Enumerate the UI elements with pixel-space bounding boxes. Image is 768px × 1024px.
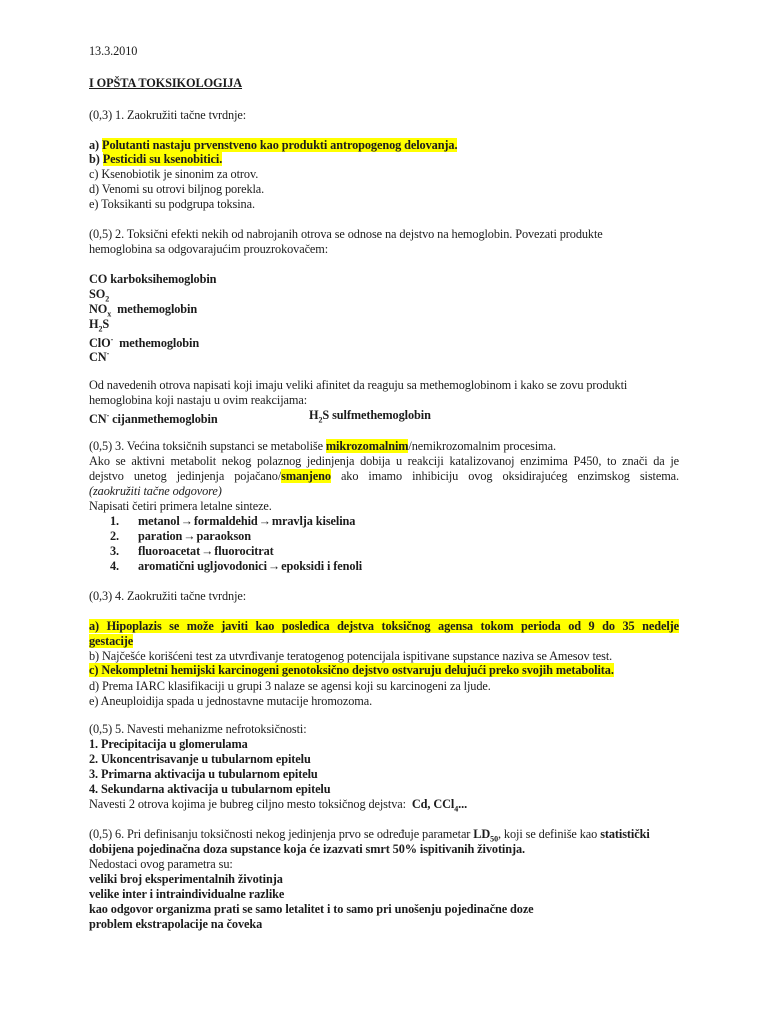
q3-list-product: formaldehid <box>193 514 258 528</box>
q6-line1-start: (0,5) 6. Pri definisanju toksičnosti nekog jedinjenja prvo se određuje parametar <box>89 827 474 841</box>
arrow-icon: → <box>180 514 193 528</box>
q6-line3: Nedostaci ovog parametra su: <box>89 857 233 871</box>
q4-option-a-line2 <box>89 634 133 649</box>
q6-ld-sub: 50 <box>490 834 498 844</box>
q6-drawback-4: problem ekstrapolacije na čoveka <box>89 917 263 931</box>
q3-list-reactant: aromatični ugljovodonici <box>138 559 267 573</box>
section-title: I OPŠTA TOKSIKOLOGIJA <box>89 76 243 90</box>
q6-drawback-1: veliki broj eksperimentalnih životinja <box>89 872 283 886</box>
q1-heading: (0,3) 1. Zaokružiti tačne tvrdnje: <box>89 108 247 122</box>
q2-answer-cn-text: CN <box>89 412 107 427</box>
q4-option-c-text: c) Nekompletni hemijski karcinogeni genotoksično dejstvo ostvaruju delujući preko svojih metabolita. <box>89 663 614 677</box>
q1-option-b-prefix: b) <box>89 152 103 166</box>
q2-nox-product: methemoglobin <box>111 302 198 316</box>
q1-option-b <box>89 152 222 167</box>
arrow-icon: → <box>258 514 271 528</box>
q3-line2: Ako se aktivni metabolit nekog polaznog jedinjenja dobija u reakciji katalizovanoj enzimima P450, to znači da je <box>89 454 679 468</box>
q2-heading-line1: (0,5) 2. Toksični efekti nekih od nabrojanih otrova se odnose na dejstvo na hemoglobin. Povezati produkte <box>89 227 603 241</box>
q1-option-b-text: Pesticidi su ksenobitici. <box>102 152 223 166</box>
q1-option-d: d) Venomi su otrovi biljnog porekla. <box>89 182 265 196</box>
q3-list-number: 2. <box>110 529 120 543</box>
q3-list-product: fluorocitrat <box>214 544 274 558</box>
q4-option-c <box>89 663 614 678</box>
q5-heading: (0,5) 5. Navesti mehanizme nefrotoksičnosti: <box>89 722 307 736</box>
q1-option-a-text: Polutanti nastaju prvenstveno kao produkti antropogenog delovanja. <box>102 138 458 152</box>
q3-list-item <box>110 544 274 559</box>
q2-answer-cn-sup: - <box>106 411 110 420</box>
q3-line3 <box>89 469 679 484</box>
q2-heading-line2: hemoglobina sa odgovarajućim prouzrokovačem: <box>89 242 329 256</box>
q4-option-e: e) Aneuploidija spada u jednostavne mutacije hromozoma. <box>89 694 373 708</box>
q4-heading: (0,3) 4. Zaokružiti tačne tvrdnje: <box>89 589 247 603</box>
q3-answer-smanjeno: smanjeno <box>281 469 331 483</box>
q2-co: CO karboksihemoglobin <box>89 272 217 286</box>
q3-list-reactant: metanol <box>138 514 180 528</box>
q2-answer-h2s-product: S sulfmethemoglobin <box>322 408 431 422</box>
q3-line1-end: /nemikrozomalnim procesima. <box>408 439 556 453</box>
q1-option-e: e) Toksikanti su podgrupa toksina. <box>89 197 255 211</box>
arrow-icon: → <box>183 529 196 543</box>
q6-line1-middle: , koji se definiše kao <box>497 827 601 841</box>
q3-list-item <box>110 529 251 544</box>
q2-so2-text: SO <box>89 287 106 301</box>
q3-list-number: 4. <box>110 559 120 573</box>
q3-list-item <box>110 559 362 574</box>
q3-list-number: 3. <box>110 544 120 558</box>
q3-line3-start: dejstvo unetog jedinjenja pojačano/ <box>89 469 282 483</box>
q2-clo-sup: - <box>110 335 114 344</box>
q2-answer-cn-product: cijanmethemoglobin <box>109 412 218 427</box>
q2-nox-sub: x <box>107 309 112 319</box>
q4-option-b: b) Najčešće korišćeni test za utvrđivanje teratogenog potencijala ispitivane supstance naziva se Amesov test. <box>89 649 613 663</box>
q1-option-a-prefix: a) <box>89 138 103 152</box>
q3-list-reactant: paration <box>138 529 183 543</box>
q2-answer-h2s-sub: 2 <box>318 415 323 425</box>
q5-item-4: 4. Sekundarna aktivacija u tubularnom epitelu <box>89 782 331 796</box>
q4-option-a-text-end: gestacije <box>89 634 134 648</box>
q3-line3-end: ako imamo inhibiciju ovog oksidirajućeg enzimskog sistema. <box>330 469 679 483</box>
q2-answer-h2s-text: H <box>309 408 319 422</box>
q5-item-3: 3. Primarna aktivacija u tubularnom epitelu <box>89 767 318 781</box>
q5-item-1: 1. Precipitacija u glomerulama <box>89 737 248 751</box>
q2-h2s-text-end: S <box>102 317 110 331</box>
q2-text-line2: hemoglobina koji nastaju u ovim reakcijama: <box>89 393 308 407</box>
q6-line2: dobijena pojedinačna doza supstance koja će izazvati smrt 50% ispitivanih životinja. <box>89 842 526 856</box>
q2-nox-text: NO <box>89 302 108 316</box>
q5-toxins-answer: Cd, CCl <box>411 797 455 811</box>
q2-cn-text: CN <box>89 350 107 365</box>
arrow-icon: → <box>201 544 214 558</box>
q3-line1-start: (0,5) 3. Većina toksičnih supstanci se metaboliše <box>89 439 326 453</box>
q5-toxins-sub: 4 <box>454 804 459 814</box>
q6-drawback-3: kao odgovor organizma prati se samo letalitet i to samo pri unošenju pojedinačne doze <box>89 902 534 916</box>
q3-answer-mikrozomalnim: mikrozomalnim <box>325 439 409 453</box>
q2-h2s-sub: 2 <box>98 324 103 334</box>
q1-option-c: c) Ksenobiotik je sinonim za otrov. <box>89 167 259 181</box>
date: 13.3.2010 <box>89 44 138 58</box>
q2-clo-product: methemoglobin <box>113 336 200 351</box>
q3-line5: Napisati četiri primera letalne sinteze. <box>89 499 272 513</box>
q2-cn-sup: - <box>106 349 110 358</box>
q5-toxins <box>89 797 467 816</box>
q2-cn <box>89 346 109 365</box>
q5-item-2: 2. Ukoncentrisavanje u tubularnom epitelu <box>89 752 311 766</box>
q3-list-number: 1. <box>110 514 120 528</box>
q1-option-a <box>89 138 457 153</box>
q5-toxins-ellipsis: ... <box>458 797 468 811</box>
arrow-icon: → <box>267 559 281 573</box>
q3-list-reactant: fluoroacetat <box>138 544 201 558</box>
q2-text-line1: Od navedenih otrova napisati koji imaju veliki afinitet da reaguju sa methemoglobinom i kako se zovu produkti <box>89 378 628 392</box>
q2-clo-text: ClO <box>89 336 111 351</box>
q2-so2-sub: 2 <box>105 294 110 304</box>
q3-list-product: epoksidi i fenoli <box>281 559 363 573</box>
q3-list-product: paraokson <box>196 529 251 543</box>
q3-line1 <box>89 439 556 454</box>
q2-answer-cn <box>89 408 218 427</box>
q4-option-a-text: a) Hipoplazis se može javiti kao posledica dejstva toksičnog agensa tokom perioda od 9 do 35 nedelje <box>89 619 679 633</box>
q6-line1-end: statistički <box>600 827 650 841</box>
q3-list-product-final: mravlja kiselina <box>271 514 356 528</box>
q3-line4: (zaokružiti tačne odgovore) <box>89 484 222 498</box>
q2-h2s-text: H <box>89 317 99 331</box>
q4-option-a-line1 <box>89 619 679 634</box>
q6-ld: LD <box>473 827 491 841</box>
q2-answer-h2s <box>309 408 431 427</box>
q4-option-d: d) Prema IARC klasifikaciji u grupi 3 nalaze se agensi koji su karcinogeni za ljude. <box>89 679 491 693</box>
q3-list-item <box>110 514 355 529</box>
q5-toxins-question: Navesti 2 otrova kojima je bubreg ciljno mesto toksičnog dejstva: <box>89 797 412 811</box>
q6-drawback-2: velike inter i intraindividualne razlike <box>89 887 285 901</box>
